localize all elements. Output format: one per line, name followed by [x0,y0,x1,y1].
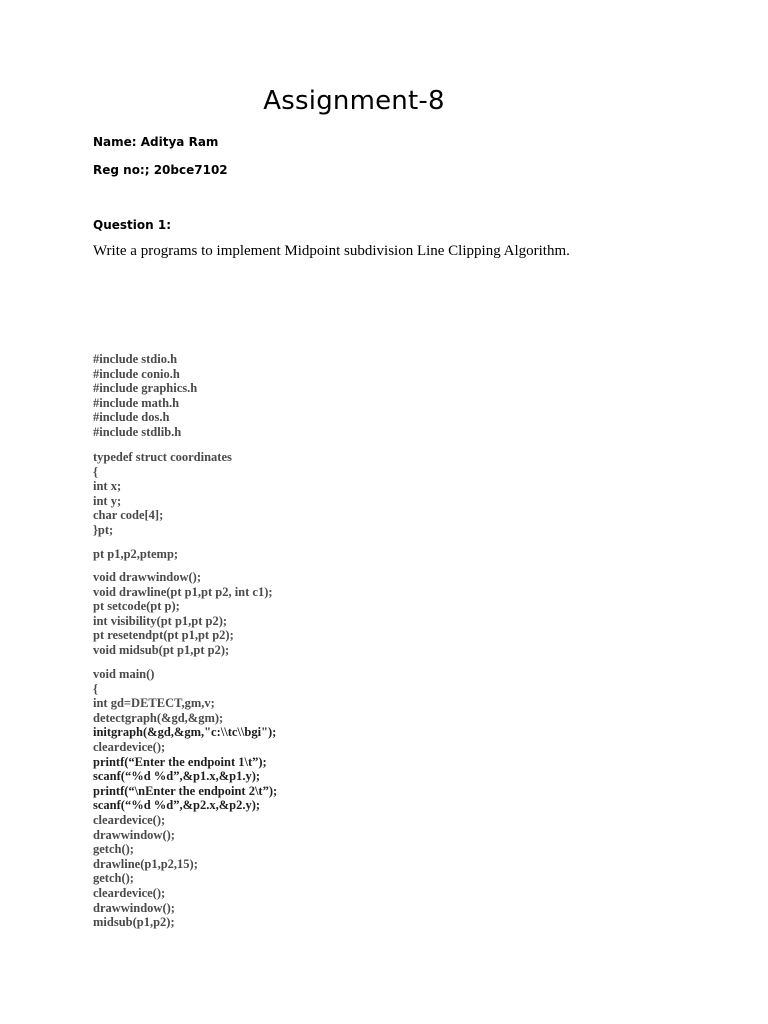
code-line: #include math.h [93,395,180,410]
question-label: Question 1: [93,218,171,232]
code-includes [93,352,197,440]
code-line: printf(“Enter the endpoint 1\t”); [93,754,267,769]
code-line: getch(); [93,871,134,886]
code-line: #include stdio.h [93,352,178,366]
code-line: #include conio.h [93,366,180,381]
code-line: int gd=DETECT,gm,v; [93,696,215,711]
code-line: pt p1,p2,ptemp; [93,547,179,561]
code-line: drawwindow(); [93,827,175,842]
code-line: int y; [93,493,122,508]
code-line: { [93,464,98,479]
code-line: cleardevice(); [93,885,166,900]
code-line: midsub(p1,p2); [93,915,175,930]
code-line: cleardevice(); [93,739,166,754]
code-line: scanf(“%d %d”,&p1.x,&p1.y); [93,769,261,784]
document-title: Assignment-8 [263,86,445,116]
code-line: void midsub(pt p1,pt p2); [93,642,230,657]
code-line: #include graphics.h [93,381,198,396]
code-line: pt setcode(pt p); [93,599,180,614]
code-line: int visibility(pt p1,pt p2); [93,613,228,628]
code-line: #include stdlib.h [93,424,182,439]
code-line: detectgraph(&gd,&gm); [93,710,224,725]
code-line: printf(“\nEnter the endpoint 2\t”); [93,783,278,798]
code-line: int x; [93,479,122,494]
code-line: drawwindow(); [93,900,175,915]
code-line: scanf(“%d %d”,&p2.x,&p2.y); [93,798,261,813]
code-line: char code[4]; [93,508,164,523]
code-line: cleardevice(); [93,812,166,827]
code-line: #include dos.h [93,410,170,425]
code-line: }pt; [93,522,114,537]
student-name: Name: Aditya Ram [93,135,219,149]
question-text: Write a programs to implement Midpoint subdivision Line Clipping Algorithm. [93,243,570,259]
code-line: initgraph(&gd,&gm,"c:\\tc\\bgi"); [93,725,277,740]
code-main-function [93,667,277,930]
code-prototypes [93,570,273,658]
code-line: typedef struct coordinates [93,450,232,464]
code-line: drawline(p1,p2,15); [93,856,198,871]
registration-number: Reg no:; 20bce7102 [93,163,228,177]
code-line: getch(); [93,842,134,857]
code-pt-declaration [93,547,178,562]
code-line: void drawwindow(); [93,570,201,584]
code-line: void main() [93,667,155,681]
code-struct-block [93,450,232,538]
code-line: void drawline(pt p1,pt p2, int c1); [93,584,273,599]
code-line: pt resetendpt(pt p1,pt p2); [93,628,234,643]
code-line: { [93,681,98,696]
